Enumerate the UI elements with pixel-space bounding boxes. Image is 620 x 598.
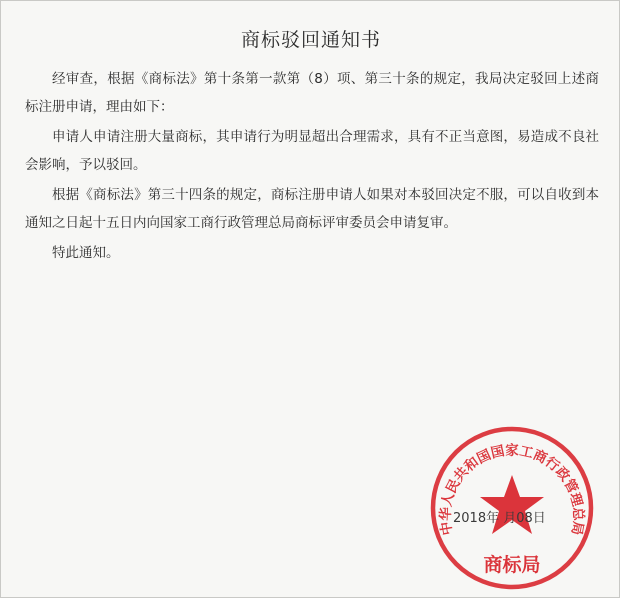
document-title: 商标驳回通知书 xyxy=(240,29,381,51)
document-date: 2018年 月08日 xyxy=(453,511,546,526)
seal-center-text: 商标局 xyxy=(483,554,541,576)
paragraph-reason: 申请人申请注册大量商标，其申请行为明显超出合理需求，具有不正当意图，易造成不良社会影响，予以驳回。 xyxy=(25,129,599,173)
seal-ring-text: 中华人民共和国国家工商行政管理总局 xyxy=(437,442,587,537)
paragraph-closing: 特此通知。 xyxy=(52,245,120,261)
paragraph-examination: 经审查，根据《商标法》第十条第一款第（8）项、第三十条的规定，我局决定驳回上述商标注册申请，理由如下： xyxy=(25,71,599,115)
paragraph-appeal: 根据《商标法》第三十四条的规定，商标注册申请人如果对本驳回决定不服，可以自收到本通知之日起十五日内向国家工商行政管理总局商标评审委员会申请复审。 xyxy=(25,187,599,231)
document-body xyxy=(25,65,599,269)
